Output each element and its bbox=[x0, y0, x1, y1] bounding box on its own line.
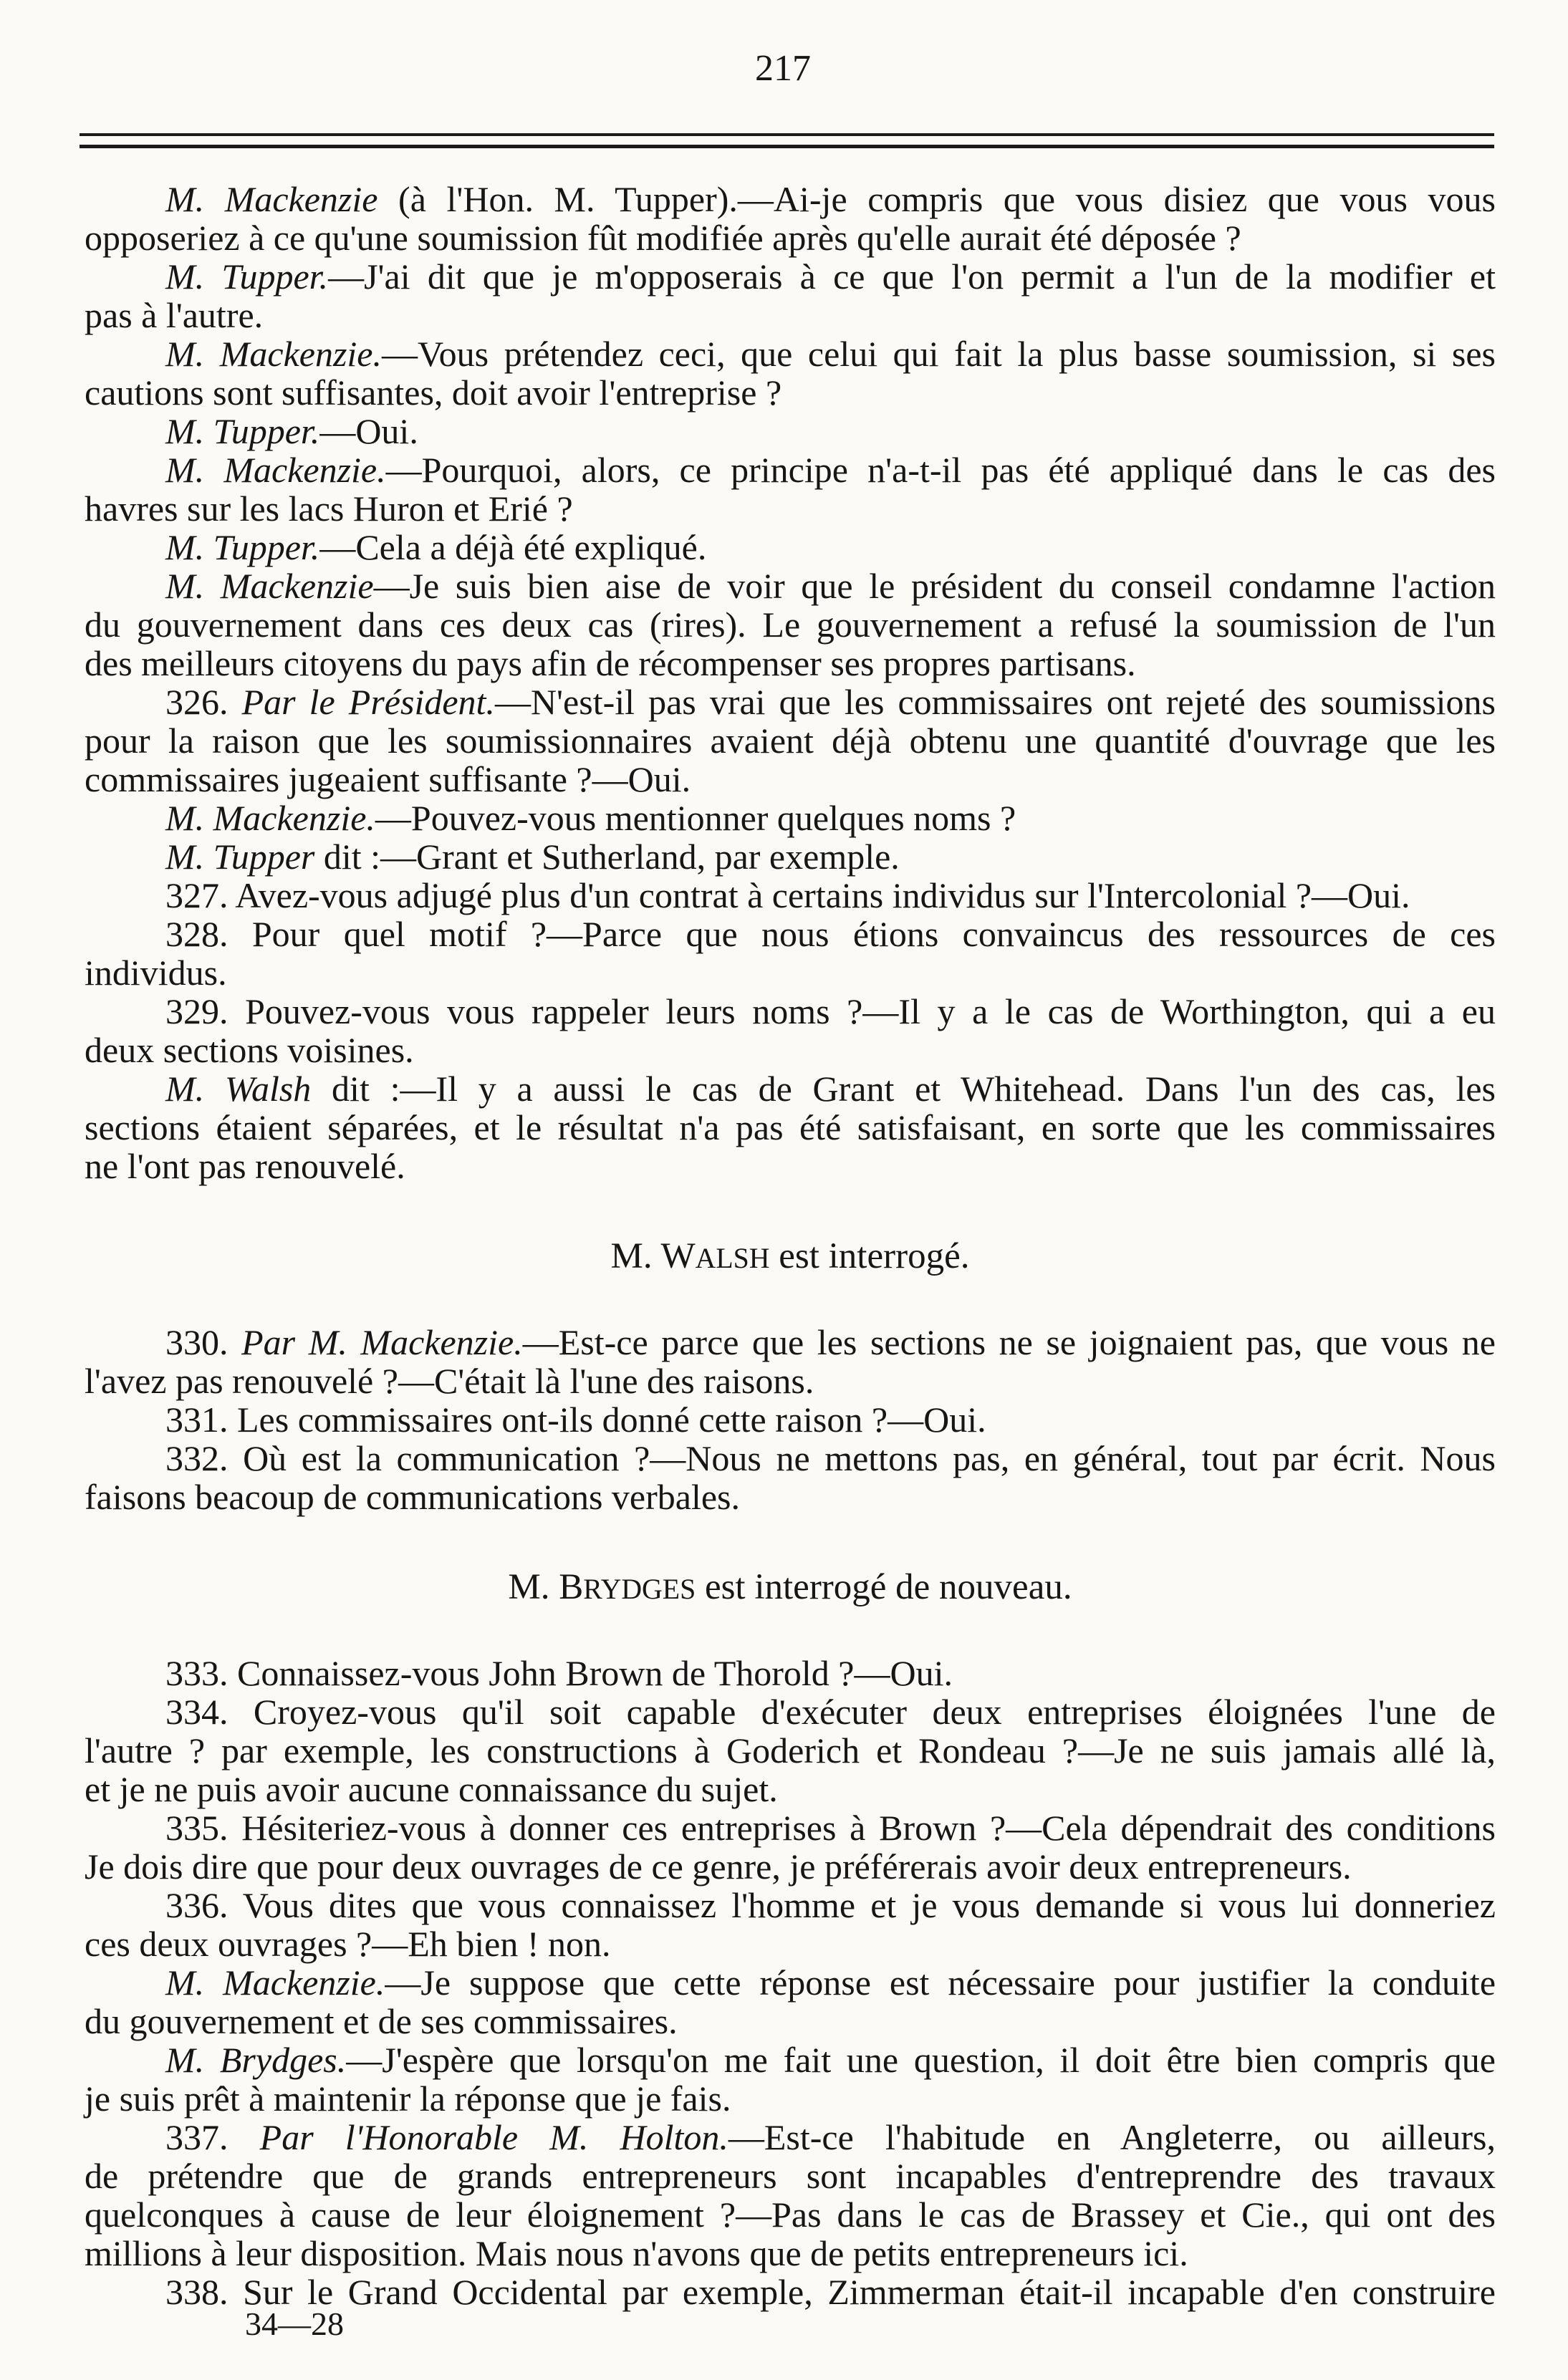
paragraph bbox=[85, 1963, 1496, 2041]
page-number: 217 bbox=[755, 48, 811, 89]
text-run: Je dois dire que pour deux ouvrages de ce genre, je préférerais avoir deux entrepreneurs. bbox=[85, 1846, 1352, 1887]
paragraph bbox=[85, 992, 1496, 1069]
text-line bbox=[85, 760, 1496, 799]
paragraph bbox=[85, 334, 1496, 412]
text-line bbox=[85, 644, 1496, 683]
text-line bbox=[85, 1692, 1496, 1731]
italic-speaker-label: M. Mackenzie bbox=[165, 566, 374, 606]
text-run: individus. bbox=[85, 953, 227, 993]
paragraph bbox=[85, 1069, 1496, 1185]
text-line bbox=[85, 2041, 1496, 2079]
text-line bbox=[85, 2157, 1496, 2195]
text-run: —Oui. bbox=[319, 411, 418, 451]
text-line bbox=[85, 567, 1496, 605]
text-run: quelconques à cause de leur éloignement ?—Pas dans le cas de Brassey et Cie., qui ont des bbox=[85, 2194, 1496, 2235]
text-line bbox=[85, 489, 1496, 528]
italic-speaker-label: M. Brydges. bbox=[165, 2040, 347, 2080]
italic-speaker-label: Par M. Mackenzie. bbox=[241, 1322, 523, 1362]
paragraph bbox=[85, 1808, 1496, 1886]
paragraph bbox=[85, 1400, 1496, 1439]
paragraph bbox=[85, 837, 1496, 876]
text-run: des meilleurs citoyens du pays afin de récompenser ses propres partisans. bbox=[85, 643, 1136, 683]
paragraph bbox=[85, 915, 1496, 992]
text-line bbox=[85, 1362, 1496, 1400]
text-run: 338. Sur le Grand Occidental par exemple, Zimmerman était-il incapable d'en construire bbox=[165, 2272, 1496, 2312]
text-run: 330. bbox=[165, 1322, 242, 1362]
text-run: et je ne puis avoir aucune connaissance du sujet. bbox=[85, 1769, 778, 1809]
text-run: —Je suis bien aise de voir que le président du conseil condamne l'action bbox=[373, 566, 1496, 606]
small-caps-name: WALSH bbox=[660, 1236, 770, 1276]
text-run: M. bbox=[508, 1567, 559, 1607]
text-run: pas à l'autre. bbox=[85, 295, 264, 335]
text-line bbox=[85, 1478, 1496, 1516]
text-run: —Je suppose que cette réponse est nécessaire pour justifier la conduite bbox=[385, 1962, 1496, 2003]
text-run: M. bbox=[610, 1236, 661, 1276]
text-line bbox=[85, 257, 1496, 296]
text-run: sections étaient séparées, et le résultat n'a pas été satisfaisant, en sorte que les commissaires bbox=[85, 1107, 1496, 1147]
small-caps-name: BRYDGES bbox=[559, 1567, 696, 1607]
text-run: est interrogé. bbox=[769, 1236, 970, 1276]
text-run: —Est-ce l'habitude en Angleterre, ou ailleurs, bbox=[728, 2117, 1496, 2157]
text-run: dit :—Grant et Sutherland, par exemple. bbox=[314, 837, 900, 877]
text-run: —Cela a déjà été expliqué. bbox=[319, 527, 707, 567]
paragraph bbox=[85, 180, 1496, 257]
text-line bbox=[85, 528, 1496, 567]
text-run: —Est-ce parce que les sections ne se joignaient pas, que vous ne bbox=[522, 1322, 1496, 1362]
text-run: 327. Avez-vous adjugé plus d'un contrat à certains individus sur l'Intercolonial ?—Oui. bbox=[165, 875, 1410, 915]
small-caps-rest: RYDGES bbox=[583, 1574, 696, 1605]
text-run: havres sur les lacs Huron et Erié ? bbox=[85, 488, 573, 529]
paragraph bbox=[85, 1692, 1496, 1808]
paragraph bbox=[85, 799, 1496, 837]
paragraph bbox=[85, 567, 1496, 683]
paragraph bbox=[85, 683, 1496, 799]
text-run: je suis prêt à maintenir la réponse que je fais. bbox=[85, 2078, 731, 2119]
text-run: est interrogé de nouveau. bbox=[696, 1567, 1072, 1607]
small-caps-rest: ALSH bbox=[695, 1243, 770, 1274]
text-line bbox=[85, 1654, 1496, 1692]
text-run: l'avez pas renouvelé ?—C'était là l'une des raisons. bbox=[85, 1361, 814, 1401]
paragraph bbox=[85, 2041, 1496, 2118]
italic-speaker-label: M. Tupper bbox=[165, 837, 315, 877]
text-run: 335. Hésiteriez-vous à donner ces entreprises à Brown ?—Cela dépendrait des conditions bbox=[165, 1808, 1496, 1848]
text-run: millions à leur disposition. Mais nous n'avons que de petits entrepreneurs ici. bbox=[85, 2233, 1188, 2273]
section-heading bbox=[85, 1237, 1496, 1278]
paragraph bbox=[85, 451, 1496, 528]
text-line bbox=[85, 1847, 1496, 1886]
text-run: 336. Vous dites que vous connaissez l'homme et je vous demande si vous lui donneriez bbox=[165, 1885, 1496, 1925]
paragraph bbox=[85, 528, 1496, 567]
italic-speaker-label: M. Walsh bbox=[165, 1069, 312, 1109]
paragraph bbox=[85, 1323, 1496, 1400]
text-line bbox=[85, 953, 1496, 992]
text-line bbox=[85, 1886, 1496, 1924]
text-run: 332. Où est la communication ?—Nous ne mettons pas, en général, tout par écrit. Nous bbox=[165, 1438, 1496, 1478]
text-run: dit :—Il y a aussi le cas de Grant et Whitehead. Dans l'un des cas, les bbox=[311, 1069, 1496, 1109]
paragraph bbox=[85, 1654, 1496, 1692]
text-line bbox=[85, 2002, 1496, 2041]
italic-speaker-label: M. Mackenzie bbox=[165, 179, 378, 219]
text-run: —Pouvez-vous mentionner quelques noms ? bbox=[375, 798, 1016, 838]
text-line bbox=[85, 799, 1496, 837]
text-line bbox=[85, 1147, 1496, 1185]
section-heading bbox=[85, 1568, 1496, 1609]
italic-speaker-label: M. Mackenzie. bbox=[165, 798, 375, 838]
text-line bbox=[85, 412, 1496, 451]
text-line bbox=[85, 683, 1496, 721]
text-run: cautions sont suffisantes, doit avoir l'entreprise ? bbox=[85, 372, 782, 413]
text-line bbox=[85, 1323, 1496, 1362]
text-line bbox=[85, 2195, 1496, 2234]
text-run: commissaires jugeaient suffisante ?—Oui. bbox=[85, 759, 691, 799]
paragraph bbox=[85, 1439, 1496, 1516]
text-run: de prétendre que de grands entrepreneurs sont incapables d'entreprendre des travaux bbox=[85, 2156, 1496, 2196]
text-line bbox=[85, 373, 1496, 412]
italic-speaker-label: M. Tupper. bbox=[165, 411, 320, 451]
text-line bbox=[85, 1031, 1496, 1069]
italic-speaker-label: M. Mackenzie. bbox=[165, 450, 386, 490]
text-run: deux sections voisines. bbox=[85, 1030, 414, 1070]
text-run: 333. Connaissez-vous John Brown de Thorold ?—Oui. bbox=[165, 1653, 953, 1693]
text-line bbox=[85, 2234, 1496, 2273]
text-line bbox=[85, 1731, 1496, 1770]
text-line bbox=[85, 915, 1496, 953]
text-line bbox=[85, 2079, 1496, 2118]
text-run: 328. Pour quel motif ?—Parce que nous étions convaincus des ressources de ces bbox=[165, 914, 1496, 954]
text-line bbox=[85, 992, 1496, 1031]
text-line bbox=[85, 1808, 1496, 1847]
text-run: faisons beacoup de communications verbales. bbox=[85, 1477, 740, 1517]
text-run: du gouvernement et de ses commissaires. bbox=[85, 2001, 678, 2041]
text-line bbox=[85, 180, 1496, 218]
text-run: pour la raison que les soumissionnaires avaient déjà obtenu une quantité d'ouvrage que les bbox=[85, 721, 1496, 761]
text-line bbox=[85, 876, 1496, 915]
text-line bbox=[85, 1963, 1496, 2002]
text-line bbox=[85, 296, 1496, 334]
paragraph bbox=[85, 876, 1496, 915]
text-run: ne l'ont pas renouvelé. bbox=[85, 1146, 405, 1186]
printer-signature-mark: 34—28 bbox=[245, 2306, 344, 2342]
text-run: 337. bbox=[165, 2117, 260, 2157]
text-run: opposeriez à ce qu'une soumission fût modifiée après qu'elle aurait été déposée ? bbox=[85, 218, 1241, 258]
document-body bbox=[85, 180, 1496, 2311]
italic-speaker-label: Par le Président. bbox=[241, 682, 495, 722]
text-run: —Pourquoi, alors, ce principe n'a-t-il pas été appliqué dans le cas des bbox=[385, 450, 1496, 490]
text-line bbox=[85, 721, 1496, 760]
text-run: 334. Croyez-vous qu'il soit capable d'exécuter deux entreprises éloignées l'une de bbox=[165, 1692, 1496, 1732]
text-line bbox=[85, 1400, 1496, 1439]
italic-speaker-label: M. Mackenzie. bbox=[165, 334, 383, 374]
text-run: (à l'Hon. M. Tupper).—Ai-je compris que vous disiez que vous vous bbox=[377, 179, 1496, 219]
text-run: —J'ai dit que je m'opposerais à ce que l'on permit a l'un de la modifier et bbox=[328, 256, 1496, 297]
text-line bbox=[85, 218, 1496, 257]
italic-speaker-label: M. Mackenzie. bbox=[165, 1962, 385, 2003]
paragraph bbox=[85, 257, 1496, 334]
header-double-rule bbox=[80, 133, 1494, 148]
text-run: 329. Pouvez-vous vous rappeler leurs noms ?—Il y a le cas de Worthington, qui a eu bbox=[165, 991, 1496, 1031]
text-line bbox=[85, 334, 1496, 373]
text-run: —Vous prétendez ceci, que celui qui fait la plus basse soumission, si ses bbox=[382, 334, 1496, 374]
paragraph bbox=[85, 2118, 1496, 2273]
paragraph bbox=[85, 1886, 1496, 1963]
text-run: du gouvernement dans ces deux cas (rires). Le gouvernement a refusé la soumission de l'un bbox=[85, 604, 1496, 645]
text-run: —J'espère que lorsqu'on me fait une question, il doit être bien compris que bbox=[346, 2040, 1496, 2080]
text-line bbox=[85, 1108, 1496, 1147]
italic-speaker-label: Par l'Honorable M. Holton. bbox=[259, 2117, 728, 2157]
text-run: 326. bbox=[165, 682, 242, 722]
text-line bbox=[85, 1439, 1496, 1478]
text-line bbox=[85, 451, 1496, 489]
text-line bbox=[85, 1924, 1496, 1963]
text-line bbox=[85, 1069, 1496, 1108]
text-run: 331. Les commissaires ont-ils donné cette raison ?—Oui. bbox=[165, 1399, 986, 1440]
text-run: —N'est-il pas vrai que les commissaires ont rejeté des soumissions bbox=[494, 682, 1496, 722]
text-run: l'autre ? par exemple, les constructions à Goderich et Rondeau ?—Je ne suis jamais allé là, bbox=[85, 1730, 1496, 1770]
text-line bbox=[85, 837, 1496, 876]
text-run: ces deux ouvrages ?—Eh bien ! non. bbox=[85, 1924, 611, 1964]
paragraph bbox=[85, 412, 1496, 451]
text-line bbox=[85, 1770, 1496, 1808]
text-line bbox=[85, 2118, 1496, 2157]
italic-speaker-label: M. Tupper. bbox=[165, 527, 320, 567]
italic-speaker-label: M. Tupper. bbox=[165, 256, 329, 297]
text-line bbox=[85, 605, 1496, 644]
